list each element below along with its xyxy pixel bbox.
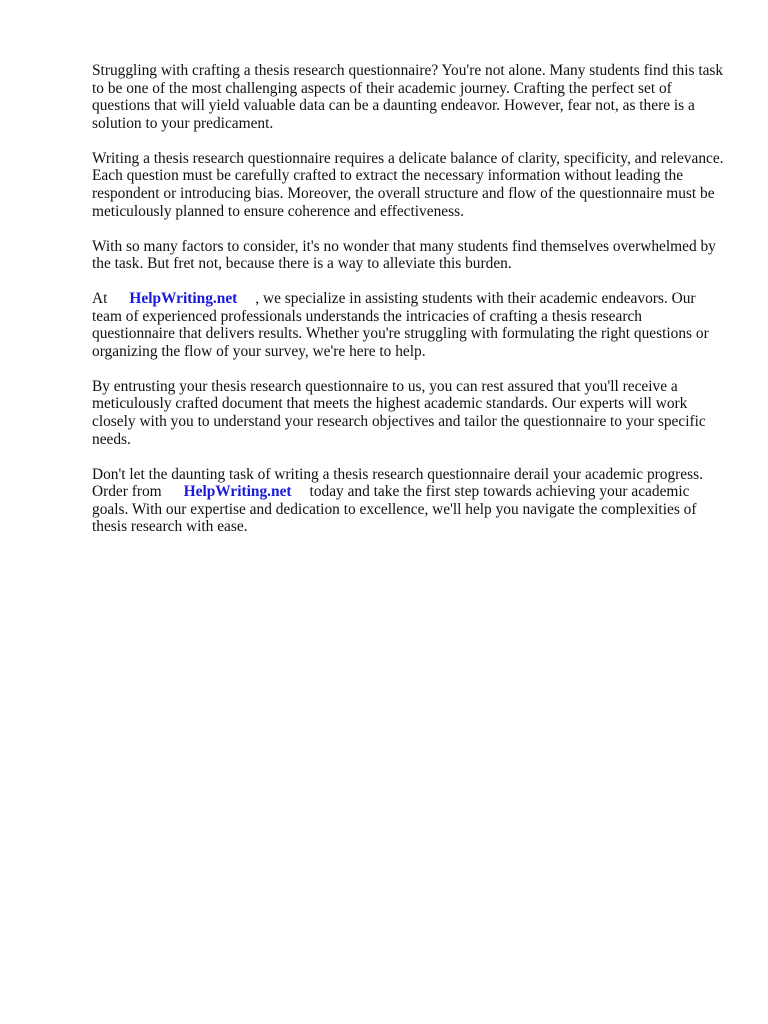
paragraph-cta-body: today and take the first step towards achieving your academic goals. With our expertise and dedication to excellence, we'll help you navigate the complexities of thesis research with ease. [92, 483, 697, 536]
paragraph-overwhelmed: With so many factors to consider, it's no wonder that many students find themselves overwhelmed by the task. But fret not, because there is a way to alleviate this burden. [92, 237, 716, 273]
helpwriting-link[interactable]: HelpWriting.net [183, 483, 292, 501]
paragraph-cta-lead: Don't let the daunting task of writing a thesis research questionnaire derail your academic progress. Order from [92, 465, 703, 501]
paragraph-service-body: , we specialize in assisting students with their academic endeavors. Our team of experienced professionals understands the intricacies of crafting a thesis research questionnaire that delivers results. Whether you're struggling with formulating the right questions or organizing the flow of your survey, we're here to help. [92, 290, 709, 360]
paragraph-requirements: Writing a thesis research questionnaire requires a delicate balance of clarity, specificity, and relevance. Each question must be carefully crafted to extract the necessary information without leading the respondent or introducing bias. Moreover, the overall structure and flow of the questionnaire must be meticulously planned to ensure coherence and effectiveness. [92, 149, 724, 220]
paragraph-service [92, 290, 724, 360]
paragraph-service-lead: At [92, 290, 108, 308]
document-page [92, 62, 724, 553]
paragraph-entrusting: By entrusting your thesis research questionnaire to us, you can rest assured that you'll receive a meticulously crafted document that meets the highest academic standards. Our experts will work closely with you to understand your research objectives and tailor the questionnaire to your specific needs. [92, 377, 706, 448]
paragraph-call-to-action [92, 466, 724, 536]
paragraph-intro: Struggling with crafting a thesis research questionnaire? You're not alone. Many students find this task to be one of the most challenging aspects of their academic journey. Crafting the perfect set of questions that will yield valuable data can be a daunting endeavor. However, fear not, as there is a solution to your predicament. [92, 62, 724, 132]
helpwriting-link[interactable]: HelpWriting.net [129, 290, 238, 308]
